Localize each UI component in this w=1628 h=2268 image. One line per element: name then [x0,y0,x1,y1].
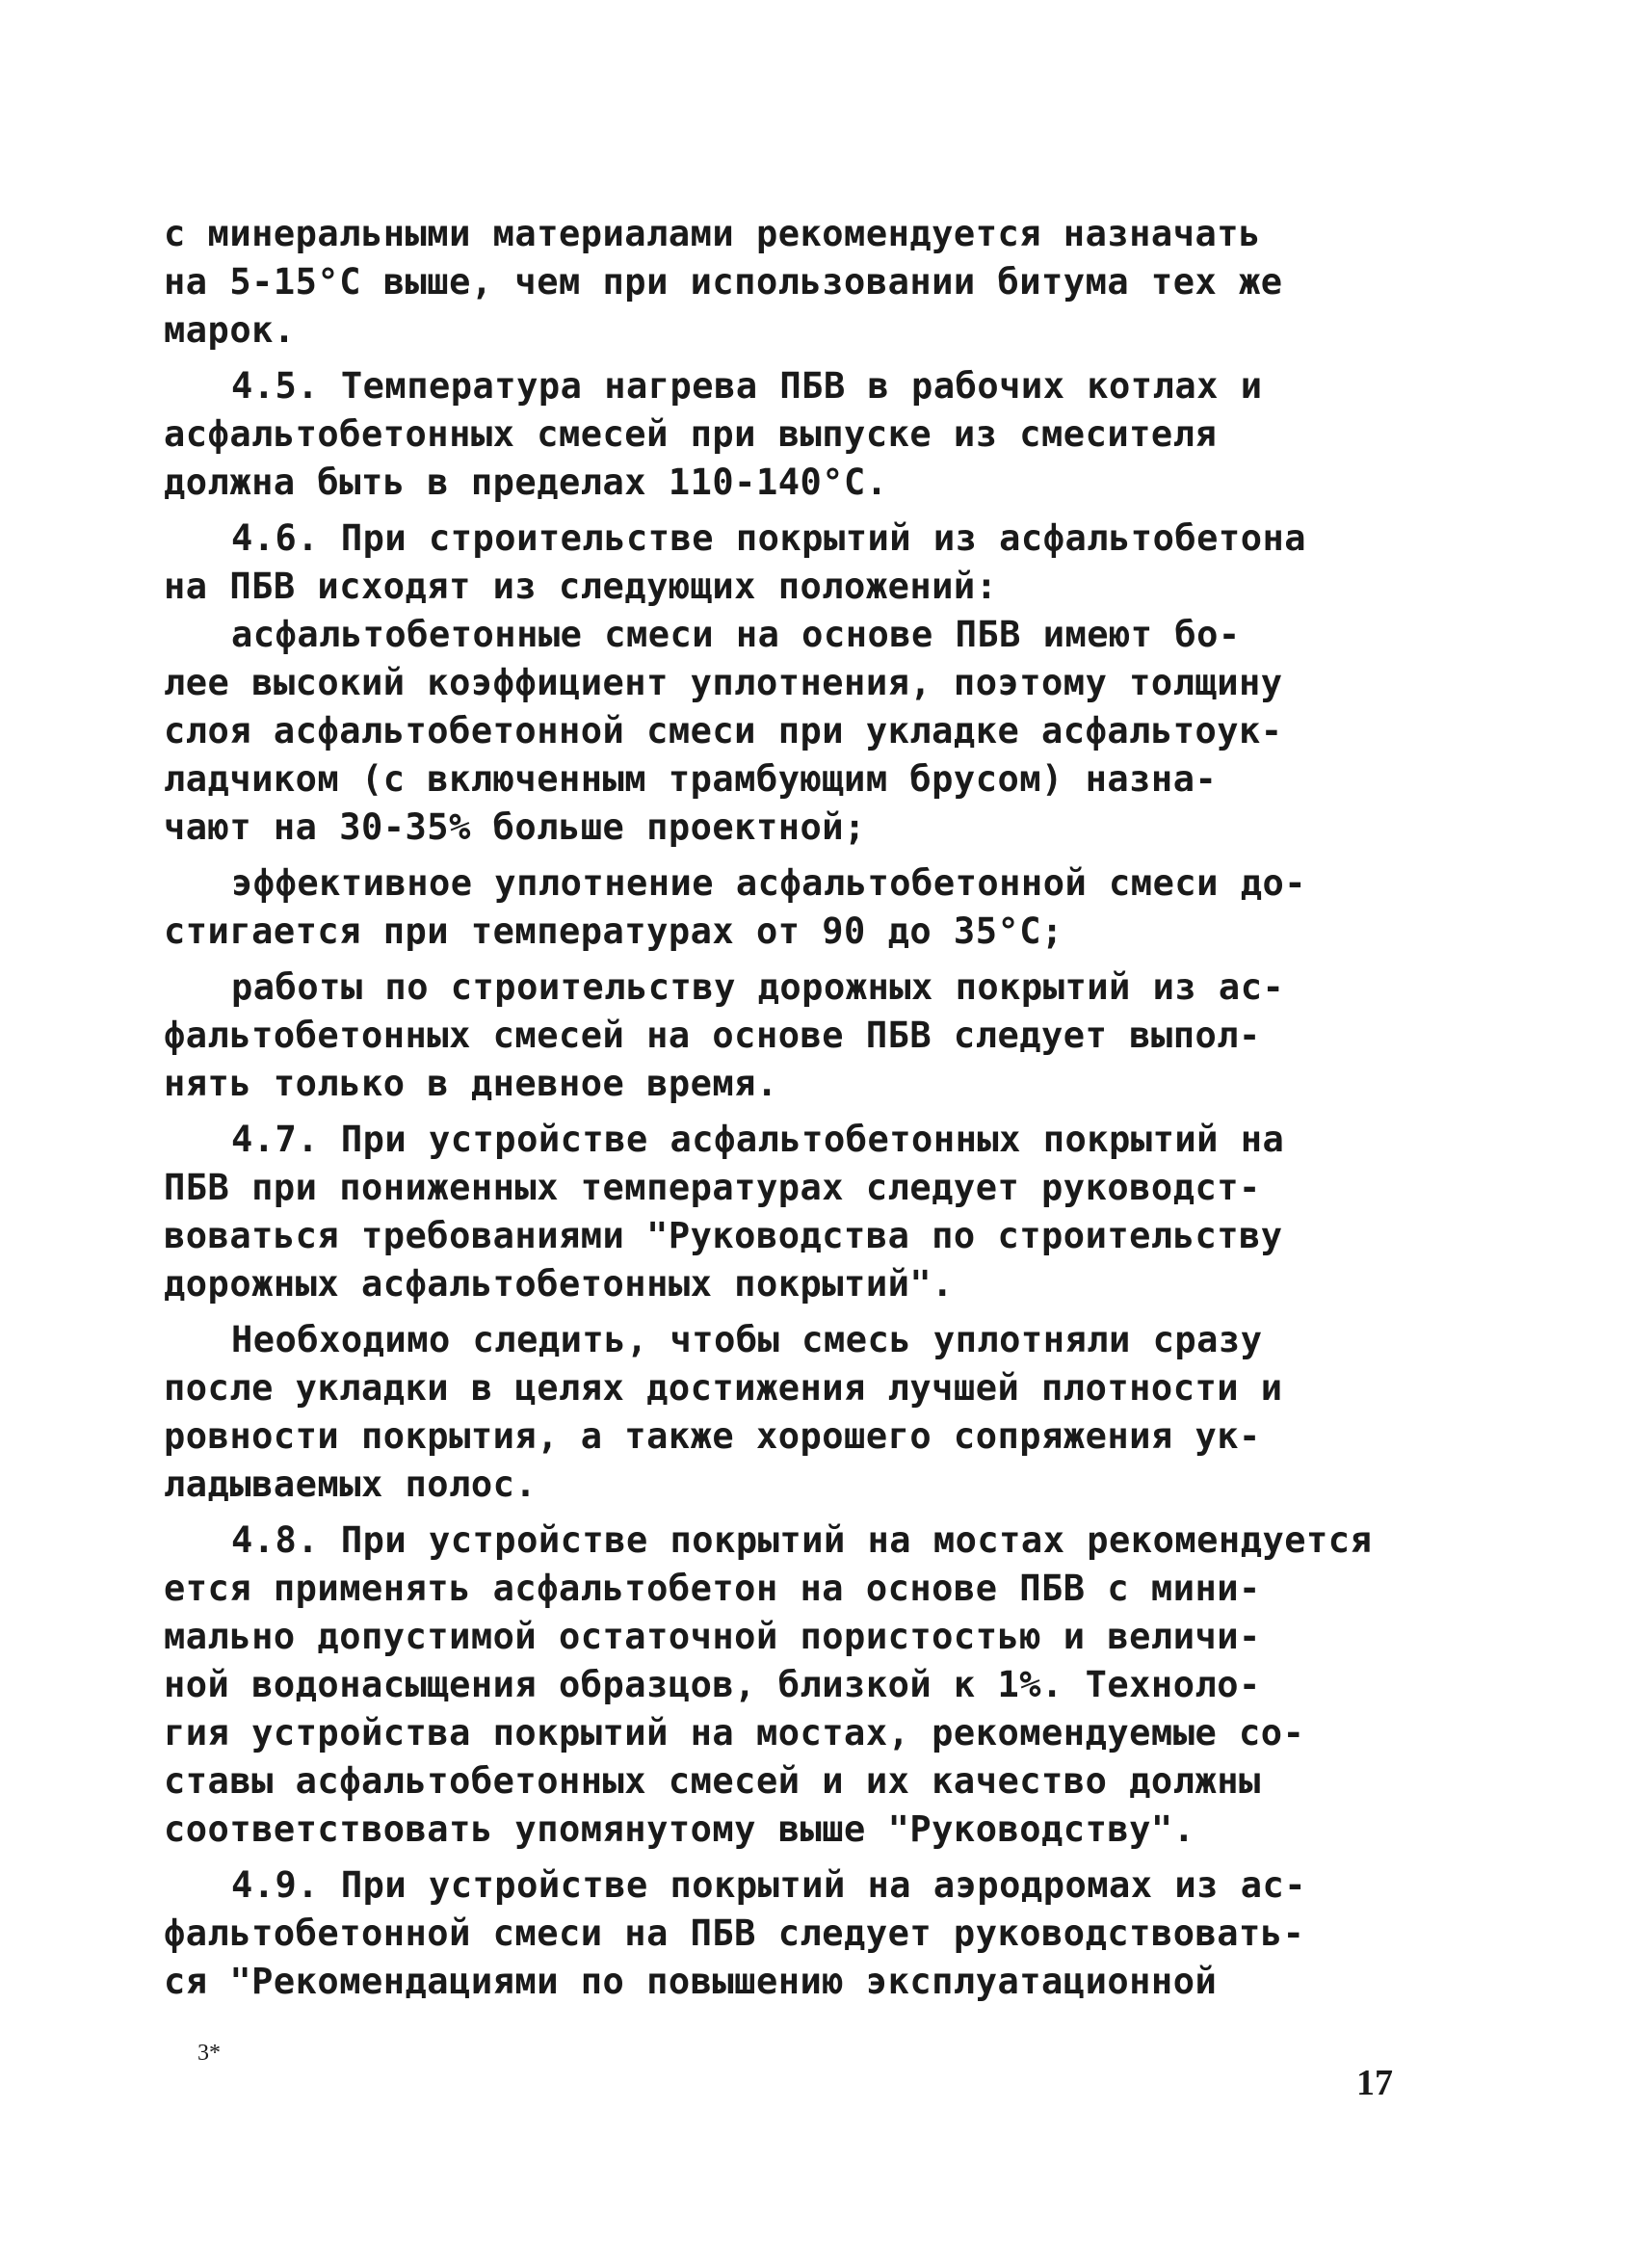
text-line: лее высокий коэффициент уплотнения, поэтому толщину [164,662,1283,703]
text-line: асфальтобетонных смесей при выпуске из смесителя [164,413,1218,455]
text-line: работы по строительству дорожных покрытий из ас- [231,966,1285,1008]
text-line: воваться требованиями "Руководства по строительству [164,1215,1283,1256]
text-line: слоя асфальтобетонной смеси при укладке асфальтоук- [164,710,1283,752]
text-line: мально допустимой остаточной пористостью и величи- [164,1616,1261,1657]
document-body [164,210,1416,2006]
text-line: ладываемых полос. [164,1464,538,1505]
text-line: нять только в дневное время. [164,1063,778,1104]
text-line: фальтобетонных смесей на основе ПБВ следует выпол- [164,1015,1261,1056]
text-line: ся "Рекомендациями по повышению эксплуатационной [164,1961,1218,2002]
text-line: гия устройства покрытий на мостах, рекомендуемые со- [164,1712,1305,1754]
text-line: ладчиком (с включенным трамбующим брусом) назна- [164,758,1218,800]
text-line: ется применять асфальтобетон на основе ПБВ с мини- [164,1568,1261,1609]
text-line: дорожных асфальтобетонных покрытий". [164,1263,954,1305]
text-line: эффективное уплотнение асфальтобетонной смеси до- [231,862,1307,904]
signature-mark: 3* [197,2041,221,2066]
text-line: на 5-15°С выше, чем при использовании битума тех же [164,261,1283,303]
text-line: Необходимо следить, чтобы смесь уплотняли сразу [231,1319,1263,1360]
text-line: должна быть в пределах 110-140°С. [164,462,888,503]
text-line: соответствовать упомянутому выше "Руководству". [164,1808,1195,1850]
page-number: 17 [1356,2063,1393,2103]
text-line: марок. [164,309,296,351]
text-line: фальтобетонной смеси на ПБВ следует руководствовать- [164,1912,1305,1954]
text-line: после укладки в целях достижения лучшей плотности и [164,1367,1283,1409]
text-line: ровности покрытия, а также хорошего сопряжения ук- [164,1415,1261,1457]
text-line: стигается при температурах от 90 до 35°С; [164,910,1063,952]
text-line: асфальтобетонные смеси на основе ПБВ имеют бо- [231,614,1241,655]
text-line: ной водонасыщения образцов, близкой к 1%. Техноло- [164,1664,1261,1705]
text-line: ПБВ при пониженных температурах следует руководст- [164,1167,1261,1208]
text-line: 4.6. При строительстве покрытий из асфальтобетона [231,517,1307,559]
text-line: 4.8. При устройстве покрытий на мостах рекомендуется [231,1519,1373,1561]
text-line: с минеральными материалами рекомендуется назначать [164,213,1261,254]
text-line: на ПБВ исходят из следующих положений: [164,566,998,607]
text-line: чают на 30-35% больше проектной; [164,806,866,848]
text-line: 4.5. Температура нагрева ПБВ в рабочих котлах и [231,365,1263,407]
text-line: 4.9. При устройстве покрытий на аэродромах из ас- [231,1864,1307,1906]
text-line: ставы асфальтобетонных смесей и их качество должны [164,1760,1261,1802]
text-line: 4.7. При устройстве асфальтобетонных покрытий на [231,1119,1285,1160]
